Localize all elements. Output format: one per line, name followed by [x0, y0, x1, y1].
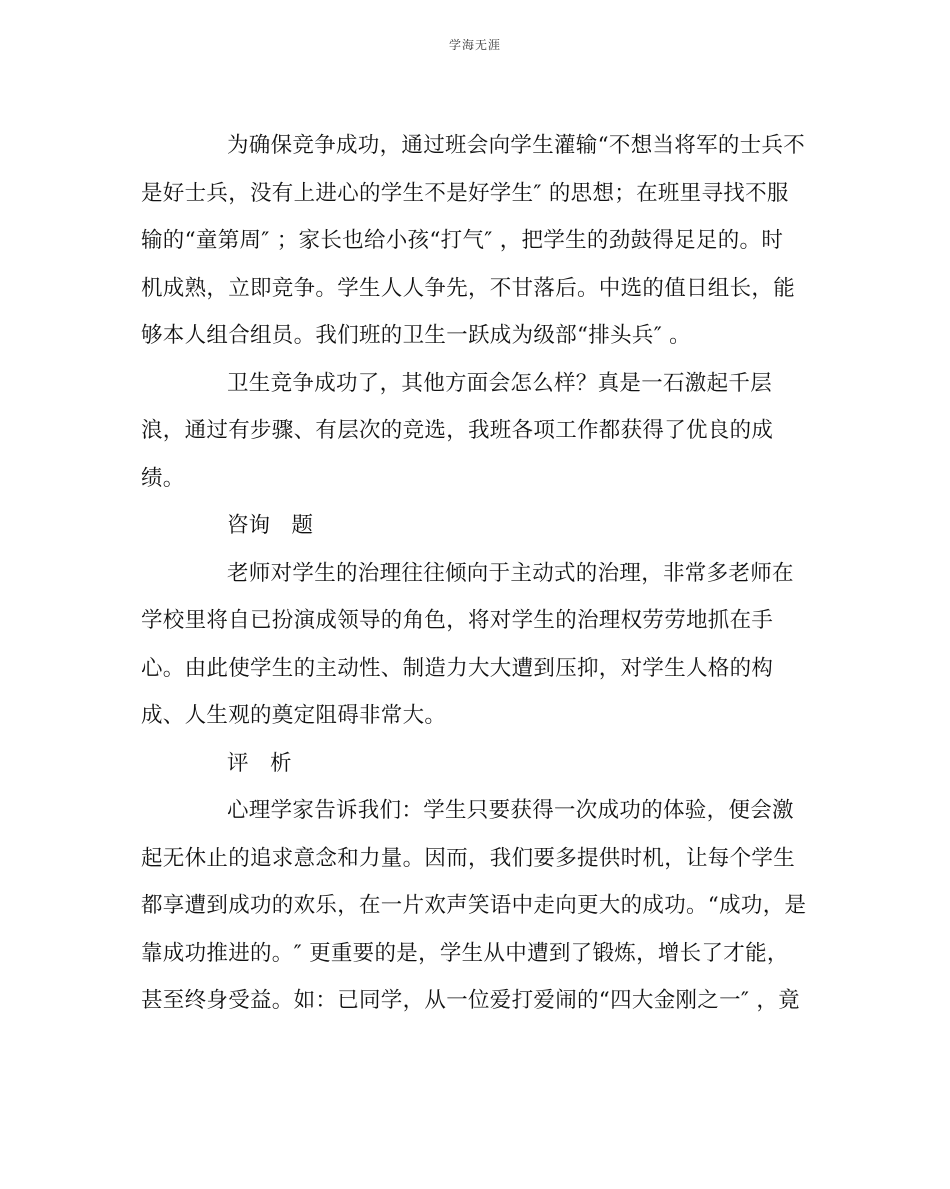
section-heading-question: 咨询 题 — [227, 513, 314, 538]
text-line: 绩。 — [141, 465, 185, 491]
text-line: 为确保竞争成功，通过班会向学生灌输“不想当将军的士兵不 — [227, 133, 806, 158]
paragraph-hygiene — [141, 360, 809, 503]
text-line: 输的“童第周″ ；家长也给小孩“打气″ ，把学生的劲鼓得足足的。时 — [141, 228, 784, 253]
text-line: 甚至终身受益。如：已同学，从一位爱打爱闹的“四大金刚之一″ ，竟 — [141, 988, 800, 1013]
text-line: 是好士兵，没有上进心的学生不是好学生″ 的思想；在班里寻找不服 — [141, 180, 789, 206]
paragraph-psychology — [141, 787, 809, 1025]
text-line: 靠成功推进的。″ 更重要的是，学生从中遭到了锻炼，增长了才能， — [141, 940, 789, 966]
page-header: 学海无涯 — [448, 38, 501, 52]
text-line: 学校里将自已扮演成领导的角色，将对学生的治理权劳劳地抓在手 — [141, 608, 774, 633]
text-line: 够本人组合组员。我们班的卫生一跃成为级部“排头兵″ 。 — [141, 323, 691, 348]
text-line: 心理学家告诉我们：学生只要获得一次成功的体验，便会激 — [227, 798, 794, 823]
text-line: 浪，通过有步骤、有层次的竞选，我班各项工作都获得了优良的成 — [141, 418, 774, 443]
text-line: 都享遭到成功的欢乐，在一片欢声笑语中走向更大的成功。“成功，是 — [141, 893, 807, 918]
text-line: 卫生竞争成功了，其他方面会怎么样？真是一石激起千层 — [227, 370, 773, 396]
paragraph-competition — [141, 122, 809, 360]
document-body — [141, 122, 809, 1025]
text-line: 机成熟，立即竞争。学生人人争先，不甘落后。中选的值日组长，能 — [141, 275, 796, 301]
text-line: 老师对学生的治理往往倾向于主动式的治理，非常多老师在 — [227, 560, 794, 586]
text-line: 成、人生观的奠定阻碍非常大。 — [141, 703, 447, 728]
section-heading-analysis: 评 析 — [227, 750, 292, 776]
text-line: 起无休止的追求意念和力量。因而，我们要多提供时机，让每个学生 — [141, 845, 796, 871]
paragraph-teacher-management — [141, 550, 809, 740]
text-line: 心。由此使学生的主动性、制造力大大遭到压抑，对学生人格的构 — [141, 655, 774, 681]
